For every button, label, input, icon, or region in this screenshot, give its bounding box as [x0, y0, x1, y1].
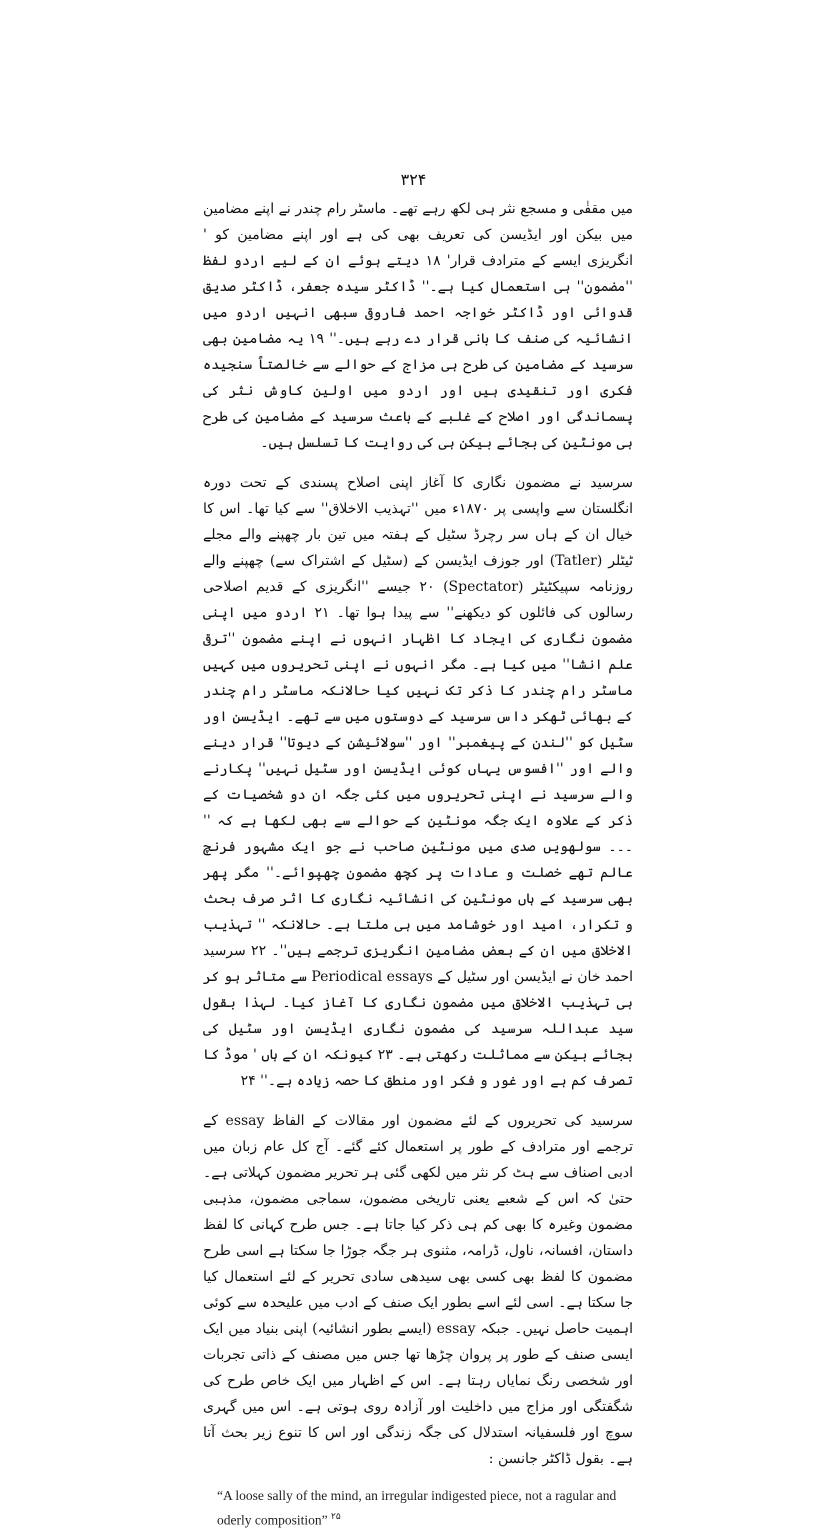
page-body [203, 196, 633, 1531]
paragraph-1: میں مقفٰی و مسجع نثر ہی لکھ رہے تھے۔ ماسٹر رام چندر نے اپنے مضامین میں بیکن اور ایڈیسن کی تعریف بھی کی ہے اور اپنے مضامین کو ' انگریزی ایسے کے مترادف قرار' ۱۸ دیتے ہوئے ان کے لیے اردو لفظ ''مضمون'' ہی استعمال کیا ہے۔'' ڈاکٹر سیدہ جعفر، ڈاکٹر صدیق قدوائی اور ڈاکٹر خواجہ احمد فاروقی سبھی انہیں اردو میں انشائیہ کی صنف کا بانی قرار دے رہے ہیں۔'' ۱۹ یہ مضامین بھی سرسید کے مضامین کی طرح ہی مزاج کے حوالے سے خالصتاً سنجیدہ فکری اور تنقیدی ہیں اور اردو میں اولین کاوش نثر کی پسماندگی اور اصلاح کے غلبے کے باعث سرسید کے مضامین کی طرح ہی مونٹین کی بجائے بیکن ہی کی روایت کا تسلسل ہیں۔ [203, 201, 634, 451]
paragraph-2: سرسید نے مضمون نگاری کا آغاز اپنی اصلاح پسندی کے تحت دورہ انگلستان سے واپسی پر ۱۸۷۰ء میں ''تہذیب الاخلاق'' سے کیا تھا۔ اس کا خیال ان کے ہاں سر رچرڈ سٹیل کے ہفتہ میں تین بار چھپنے والے مجلے ٹیٹلر (Tatler) اور جوزف ایڈیسن کے (سٹیل کے اشتراک سے) چھپنے والے روزنامہ سپیکٹیٹر (Spectator) ۲۰ جیسے ''انگریزی کے قدیم اصلاحی رسالوں کی فائلوں کو دیکھنے'' سے پیدا ہوا تھا۔ ۲۱ اردو میں اپنی مضمون نگاری کی ایجاد کا اظہار انہوں نے اپنے مضمون ''ترقی علم انشا'' میں کیا ہے۔ مگر انہوں نے اپنی تحریروں میں کہیں ماسٹر رام چندر کا ذکر تک نہیں کیا حالانکہ ماسٹر رام چندر کے بھائی ٹھکر داس سرسید کے دوستوں میں سے تھے۔ ایڈیسن اور سٹیل کو ''لندن کے پیغمبر'' اور ''سولائیشن کے دیوتا'' قرار دینے والے اور ''افسوس یہاں کوئی ایڈیسن اور سٹیل نہیں'' پکارنے والے سرسید نے اپنی تحریروں میں کئی جگہ ان دو شخصیات کے ذکر کے علاوہ ایک جگہ مونٹین کے حوالے سے بھی لکھا ہے کہ '' ۔۔۔ سولھویں صدی میں مونٹین صاحب نے جو ایک مشہور فرنچ عالم تھے خصلت و عادات پر کچھ مضمون چھپوائے۔'' مگر پھر بھی سرسید کے ہاں مونٹین کی انشائیہ نگاری کا اثر صرف بحث و تکرار، امید اور خوشامد میں ہی ملتا ہے۔ حالانکہ '' تہذیب الاخلاق میں ان کے بعض مضامین انگریزی ترجمے ہیں''۔ ۲۲ سرسید احمد خان نے ایڈیسن اور سٹیل کے Periodical essays سے متاثر ہو کر ہی تہذیب الاخلاق میں مضمون نگاری کا آغاز کیا۔ لہذا بقول سید عبداللہ سرسید کی مضمون نگاری ایڈیسن اور سٹیل کی بجائے بیکن سے مماثلت رکھتی ہے۔ ۲۳ کیونکہ ان کے ہاں ' موڈ کا تصرف کم ہے اور غور و فکر اور منطق کا حصہ زیادہ ہے۔'' ۲۴ [203, 475, 634, 1089]
quote-text: “A loose sally of the mind, an irregular indigested piece, not a ragular and oderly composition” [217, 1488, 617, 1528]
page-number: ۳۲۴ [400, 170, 427, 189]
quote-footnote: ۲۵ [330, 1511, 341, 1521]
paragraph-3: سرسید کی تحریروں کے لئے مضمون اور مقالات کے الفاظ essay کے ترجمے اور مترادف کے طور پر استعمال کئے گئے۔ آج کل عام زبان میں ادبی اصناف سے ہٹ کر نثر میں لکھی گئی ہر تحریر مضمون کہلاتی ہے۔ حتیٰ کہ اس کے شعبے یعنی تاریخی مضمون، سماجی مضمون، مذہبی مضمون وغیرہ کا بھی کم ہی ذکر کیا جاتا ہے۔ جس طرح کہانی کا لفظ داستان، افسانہ، ناول، ڈرامہ، مثنوی ہر جگہ جوڑا جا سکتا ہے اسی طرح مضمون کا لفظ بھی کسی بھی سیدھی سادی تحریر کے لئے استعمال کیا جا سکتا ہے۔ اسی لئے اسے بطور ایک صنف کے ادب میں علیحدہ سے کوئی اہمیت حاصل نہیں۔ جبکہ essay (ایسے بطور انشائیہ) اپنی بنیاد میں ایک ایسی صنف کے طور پر پروان چڑھا تھا جس میں مصنف کے ذاتی تجربات اور شخصی رنگ نمایاں رہتا ہے۔ اس کے اظہار میں ایک خاص طرح کی شگفتگی اور مزاج میں داخلیت اور آزادہ روی ہوتی ہے۔ اس میں گہری سوچ اور فلسفیانہ استدلال کی جگہ زندگی اور اس کا تنوع زیر بحث آتا ہے۔ بقول ڈاکٹر جانسن : [203, 1113, 633, 1467]
block-quote [217, 1486, 633, 1531]
